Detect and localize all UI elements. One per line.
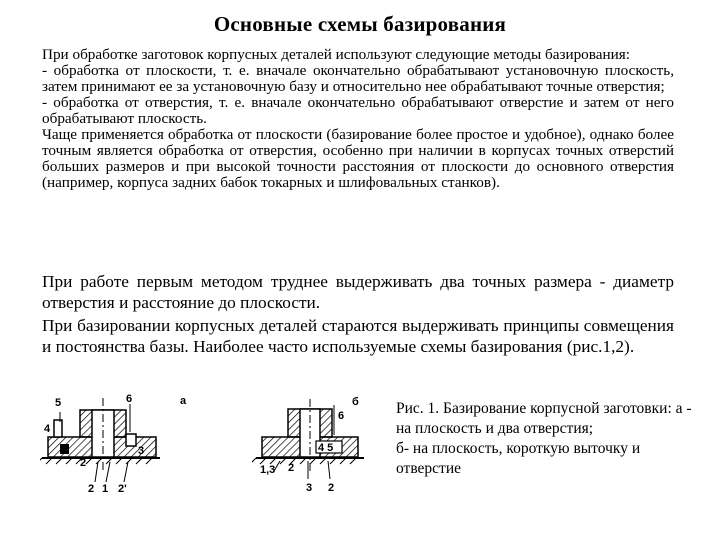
figure-a-label-2-bottom: 2 [88,483,95,495]
figure-caption [396,399,696,479]
figure-a-label-5: 5 [55,397,62,409]
page-title: Основные схемы базирования [213,12,507,36]
emphasis-text [42,271,674,359]
figure-a-label-2-top: 2 [80,457,87,469]
method-plane-paragraph: - обработка от плоскости, т. е. вначале окончательно обрабатывают установочную плоскость, затем принимают ее за установочную базу и относительно нее обрабатывают точные отверстия; [42,62,674,95]
body-text [42,47,674,191]
figure-b-label-b: б [352,396,359,408]
figure-a-label-4: 4 [44,423,51,435]
method-hole-paragraph: - обработка от отверстия, т. е. вначале окончательно обрабатывают отверстие и затем от него обрабатывают плоскость. [42,94,674,127]
figure-b-label-1-3: 1,3 [260,464,276,476]
figure-a-label-1: 1 [102,483,109,495]
caption-line-2: б- на плоскость, короткую выточку и отверстие [396,440,641,477]
figure-a-diagram [40,392,210,502]
comparison-paragraph: Чаще применяется обработка от плоскости (базирование более простое и удобное), однако более точным является обработка от отверстия, особенно при наличии в корпусах точных отверстий больших размеров и при высокой точности расстояния от плоскости до основного отверстия (например, корпуса задних бабок токарных и шлифовальных станков). [42,126,674,191]
intro-paragraph: При обработке заготовок корпусных деталей используют следующие методы базирования: [42,46,630,63]
first-method-paragraph: При работе первым методом труднее выдерживать два точных размера - диаметр отверстия и расстояние до плоскости. [42,272,674,312]
figure-b-label-4-5: 4 5 [318,442,334,454]
figure-a-label-3: 3 [138,445,145,457]
figure-b-label-2-right: 2 [328,482,335,494]
figure-a-label-6: 6 [126,393,133,405]
figure-b-label-2-left: 2 [288,462,295,474]
figure-a-label-2-prime: 2' [118,483,127,495]
figure-b-label-6: 6 [338,410,345,422]
figure-b-label-3: 3 [306,482,313,494]
figure-b-diagram [252,395,372,505]
caption-line-1: Рис. 1. Базирование корпусной заготовки: а - на плоскость и два отверстия; [396,400,692,437]
figure-a-label-a: а [180,395,187,407]
principles-paragraph: При базировании корпусных деталей стараются выдерживать принципы совмещения и постоянства базы. Наиболее часто используемые схемы базирования (рис.1,2). [42,316,674,356]
